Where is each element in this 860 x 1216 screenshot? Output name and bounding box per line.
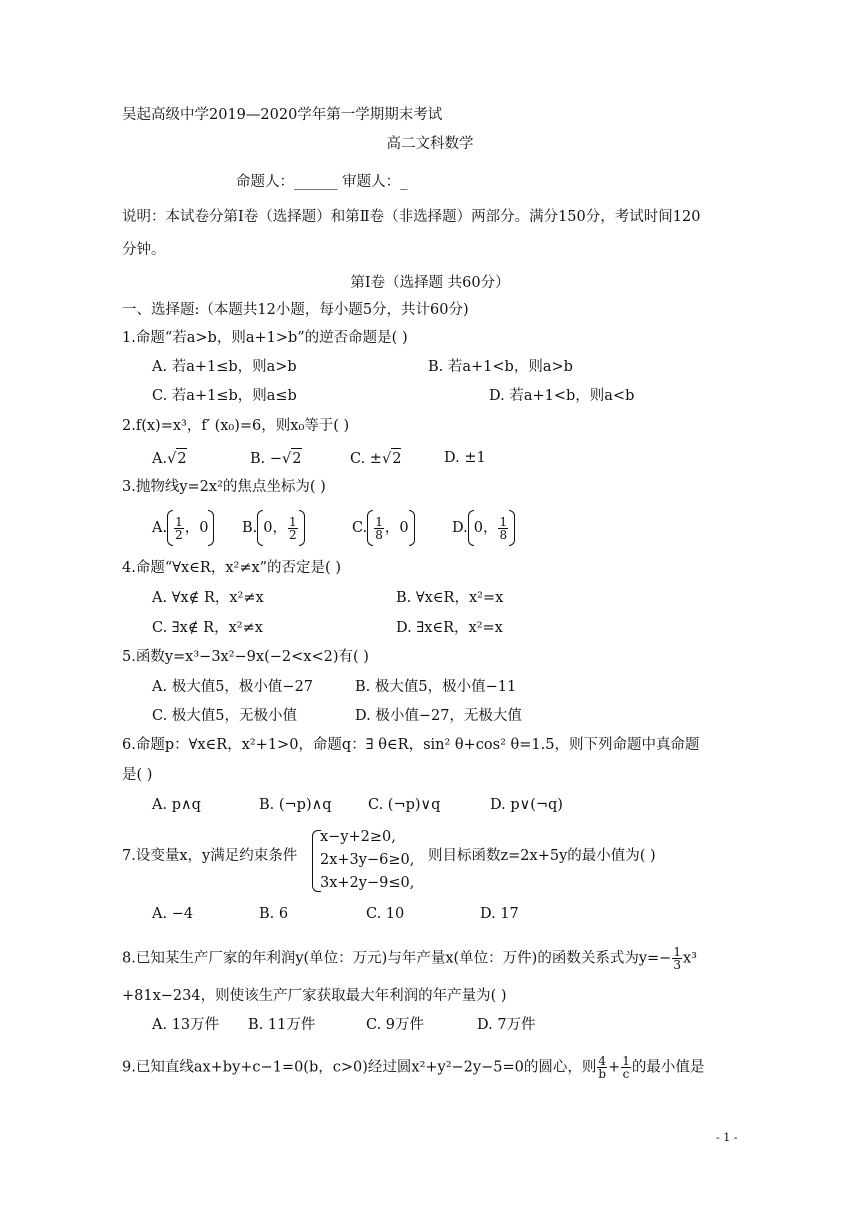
question-5-option-c[interactable]: C. 极大值5，无极小值 bbox=[152, 708, 298, 724]
radicand: 2 bbox=[176, 448, 186, 469]
question-8-option-c[interactable]: C. 9万件 bbox=[366, 1017, 425, 1033]
page-number: - 1 - bbox=[716, 1131, 738, 1144]
question-4-option-d[interactable]: D. ∃x∈R，x²=x bbox=[396, 620, 503, 636]
question-6-option-a[interactable]: A. p∧q bbox=[152, 797, 201, 813]
constraint-3: 3x+2y−9≤0, bbox=[320, 875, 415, 891]
question-4-option-c[interactable]: C. ∃x∉ R，x²≠x bbox=[152, 620, 263, 636]
instructions-line-1: 说明：本试卷分第Ⅰ卷（选择题）和第Ⅱ卷（非选择题）两部分。满分150分，考试时间120 bbox=[122, 209, 701, 225]
constraint-2: 2x+3y−6≥0, bbox=[320, 852, 415, 868]
question-3-option-c[interactable]: C. $\frac{1}{8}$ ，0 bbox=[352, 510, 415, 546]
question-1-option-d[interactable]: D. 若a+1<b，则a<b bbox=[489, 388, 635, 404]
question-5-option-d[interactable]: D. 极小值−27，无极大值 bbox=[355, 708, 522, 724]
question-4-option-b[interactable]: B. ∀x∈R，x²=x bbox=[396, 590, 504, 606]
question-7-option-d[interactable]: D. 17 bbox=[480, 906, 519, 922]
question-2-option-c[interactable]: C. ±√2 bbox=[350, 448, 401, 469]
question-7-option-c[interactable]: C. 10 bbox=[366, 906, 405, 922]
question-1-option-b[interactable]: B. 若a+1<b，则a>b bbox=[428, 359, 573, 375]
question-5-stem: 5.函数y=x³−3x²−9x(−2<x<2)有( ) bbox=[122, 649, 369, 665]
question-4-option-a[interactable]: A. ∀x∉ R，x²≠x bbox=[152, 590, 264, 606]
question-7-stem-continued: 则目标函数z=2x+5y的最小值为( ) bbox=[428, 848, 656, 864]
radicand: 2 bbox=[391, 448, 401, 469]
question-6-option-b[interactable]: B. (¬p)∧q bbox=[259, 797, 332, 813]
question-1-option-a[interactable]: A. 若a+1≤b，则a>b bbox=[152, 359, 297, 375]
question-3-option-b[interactable]: B. 0， $\frac{1}{2}$ bbox=[242, 510, 305, 546]
question-8-option-b[interactable]: B. 11万件 bbox=[248, 1017, 316, 1033]
question-8-option-d[interactable]: D. 7万件 bbox=[477, 1017, 536, 1033]
question-9-stem: 9.已知直线ax+by+c−1=0(b，c>0)经过圆x²+y²−2y−5=0的圆心，则 $\frac{4}{b}$ + $\frac{1}{c}$ 的最小值是 bbox=[122, 1054, 705, 1081]
question-7-option-a[interactable]: A. −4 bbox=[152, 906, 194, 922]
section-title: 第Ⅰ卷（选择题 共60分） bbox=[350, 275, 510, 291]
question-5-option-b[interactable]: B. 极大值5，极小值−11 bbox=[355, 679, 517, 695]
question-8-option-a[interactable]: A. 13万件 bbox=[152, 1017, 220, 1033]
instructions-line-2: 分钟。 bbox=[122, 242, 166, 258]
question-4-stem: 4.命题“∀x∈R，x²≠x”的否定是( ) bbox=[122, 560, 341, 576]
question-7-option-b[interactable]: B. 6 bbox=[259, 906, 289, 922]
question-6-stem: 6.命题p：∀x∈R，x²+1>0，命题q：∃ θ∈R，sin² θ+cos² θ=1.5，则下列命题中真命题 bbox=[122, 737, 700, 753]
question-6-option-c[interactable]: C. (¬p)∨q bbox=[368, 797, 441, 813]
question-7-stem: 7.设变量x，y满足约束条件 bbox=[122, 848, 298, 864]
question-5-option-a[interactable]: A. 极大值5，极小值−27 bbox=[152, 679, 314, 695]
question-2-stem: 2.f(x)=x³，f′ (x₀)=6，则x₀等于( ) bbox=[122, 418, 350, 434]
question-2-option-b[interactable]: B. −√2 bbox=[250, 448, 302, 469]
question-3-option-a[interactable]: A. $\frac{1}{2}$ ，0 bbox=[152, 510, 214, 546]
question-2-option-a[interactable]: A.√2 bbox=[152, 448, 187, 469]
setter-line: 命题人：______ 审题人：_ bbox=[236, 174, 408, 190]
section-intro: 一、选择题:（本题共12小题，每小题5分，共计60分) bbox=[122, 302, 469, 318]
question-8-stem: 8.已知某生产厂家的年利润y(单位：万元)与年产量x(单位：万件)的函数关系式为y=− $\frac{1}{3}$ x³ bbox=[122, 945, 697, 972]
question-3-option-d[interactable]: D. 0， $\frac{1}{8}$ bbox=[452, 510, 515, 546]
question-1-option-c[interactable]: C. 若a+1≤b，则a≤b bbox=[152, 388, 297, 404]
subject-title: 高二文科数学 bbox=[386, 136, 474, 152]
radicand: 2 bbox=[291, 448, 301, 469]
question-3-stem: 3.抛物线y=2x²的焦点坐标为( ) bbox=[122, 479, 326, 495]
question-1-stem: 1.命题“若a>b，则a+1>b”的逆否命题是( ) bbox=[122, 330, 408, 346]
question-6-stem-continued: 是( ) bbox=[122, 767, 153, 783]
question-2-option-d[interactable]: D. ±1 bbox=[444, 450, 486, 466]
question-6-option-d[interactable]: D. p∨(¬q) bbox=[490, 797, 563, 813]
school-title: 吴起高级中学2019—2020学年第一学期期末考试 bbox=[122, 107, 443, 123]
constraint-1: x−y+2≥0, bbox=[320, 829, 396, 845]
question-8-stem-continued: +81x−234，则使该生产厂家获取最大年利润的年产量为( ) bbox=[122, 988, 507, 1004]
